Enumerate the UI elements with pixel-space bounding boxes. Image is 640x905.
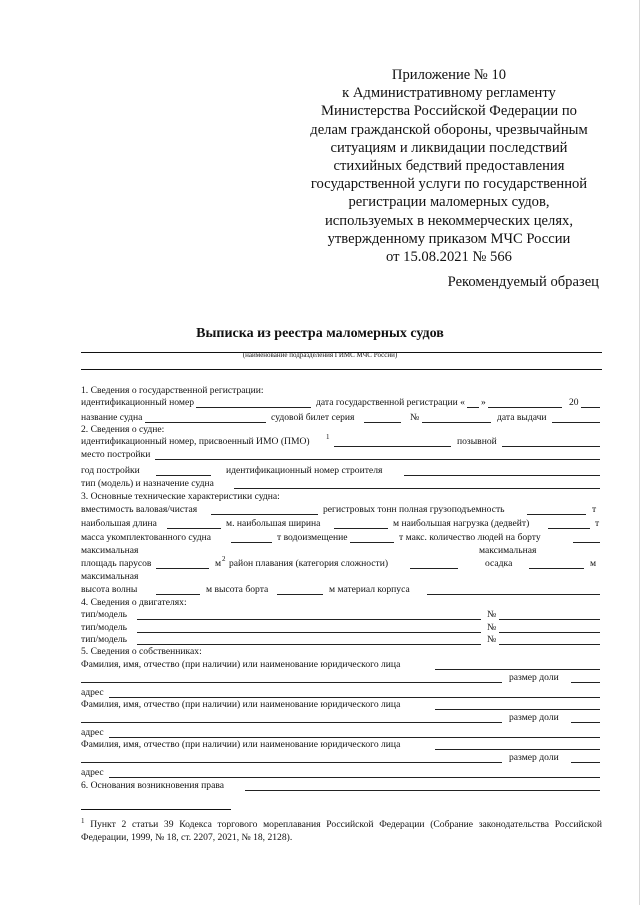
footnote-text: Пункт 2 статьи 39 Кодекса торгового мореплавания Российской Федерации (Собрание законодательства Российской Федерации, 1999, № 18, ст. 2207, 2021, № 18, 2128). xyxy=(81,819,602,844)
field-label: название судна xyxy=(81,412,143,423)
field-label: адрес xyxy=(81,767,104,778)
field-label: м материал корпуса xyxy=(329,584,410,595)
form-line xyxy=(81,517,602,530)
field-label: 5. Сведения о собственниках: xyxy=(81,646,202,657)
field-label: судовой билет серия xyxy=(271,412,355,423)
fill-in-blank[interactable] xyxy=(167,528,221,529)
appendix-line: Министерства Российской Федерации по xyxy=(321,103,577,120)
form-line xyxy=(81,396,602,409)
appendix-line: от 15.08.2021 № 566 xyxy=(386,249,512,266)
fill-in-blank[interactable] xyxy=(571,682,600,683)
field-label: № xyxy=(487,609,497,620)
field-label: высота волны xyxy=(81,584,138,595)
superscript: 2 xyxy=(222,553,228,566)
form-line xyxy=(81,698,602,711)
field-label: м. наибольшая ширина xyxy=(226,518,321,529)
appendix-line: делам гражданской обороны, чрезвычайным xyxy=(310,121,588,138)
field-label: тип/модель xyxy=(81,634,128,645)
field-label: идентификационный номер строителя xyxy=(226,465,383,476)
superscript: 1 xyxy=(326,431,332,444)
fill-in-blank[interactable] xyxy=(231,542,272,543)
form-line xyxy=(81,490,602,503)
field-label: 20 xyxy=(569,397,579,408)
form-line xyxy=(81,671,602,684)
form-line xyxy=(81,464,602,477)
form-line xyxy=(81,766,602,779)
field-label: масса укомплектованного судна xyxy=(81,532,212,543)
form-line xyxy=(81,544,602,557)
form-line xyxy=(81,583,602,596)
fill-in-blank[interactable] xyxy=(580,407,600,408)
fill-in-blank[interactable] xyxy=(155,459,600,460)
field-label: максимальная xyxy=(81,545,139,556)
field-label: адрес xyxy=(81,727,104,738)
form-line xyxy=(81,503,602,516)
appendix-line: к Административному регламенту xyxy=(342,85,556,102)
field-label: максимальная xyxy=(81,571,139,582)
form-line xyxy=(81,658,602,671)
fill-in-blank[interactable] xyxy=(435,709,600,710)
field-label: максимальная xyxy=(479,545,537,556)
fill-in-blank[interactable] xyxy=(81,762,502,763)
field-label: 1. Сведения о государственной регистрации: xyxy=(81,385,264,396)
field-label: № xyxy=(487,634,497,645)
form-line xyxy=(81,779,602,792)
appendix-line: регистрации маломерных судов, xyxy=(348,194,550,211)
subunit-caption: (наименование подразделения ГИМС МЧС России) xyxy=(242,351,398,359)
field-label: 3. Основные технические характеристики судна: xyxy=(81,491,280,502)
fill-in-blank[interactable] xyxy=(349,542,394,543)
field-label: № xyxy=(487,622,497,633)
fill-in-blank[interactable] xyxy=(499,619,600,620)
field-label: 6. Основания возникновения права xyxy=(81,780,225,791)
field-label: адрес xyxy=(81,687,104,698)
field-label: размер доли xyxy=(509,712,559,723)
fill-in-blank[interactable] xyxy=(234,488,600,489)
field-label: год постройки xyxy=(81,465,140,476)
appendix-line: Приложение № 10 xyxy=(391,67,507,83)
form-line xyxy=(81,608,602,621)
appendix-line: утвержденному приказом МЧС России xyxy=(327,230,571,247)
fill-in-blank[interactable] xyxy=(435,669,600,670)
field-label: т макс. количество людей на борту xyxy=(399,532,541,543)
appendix-line: стихийных бедствий предоставления xyxy=(333,158,565,175)
form-line xyxy=(81,531,602,544)
form-line xyxy=(81,751,602,764)
fill-in-blank[interactable] xyxy=(573,542,600,543)
field-label: наибольшая длина xyxy=(81,518,157,529)
field-label: м наибольшая нагрузка (дедвейт) xyxy=(393,518,530,529)
fill-in-blank[interactable] xyxy=(81,722,502,723)
fill-in-blank[interactable] xyxy=(410,568,458,569)
field-label: 2. Сведения о судне: xyxy=(81,424,165,435)
field-label: тип/модель xyxy=(81,622,128,633)
field-label: размер доли xyxy=(509,672,559,683)
fill-in-blank[interactable] xyxy=(334,528,388,529)
form-line xyxy=(81,435,602,448)
footnote-marker: 1 xyxy=(81,817,85,825)
field-label: Фамилия, имя, отчество (при наличии) или наименование юридического лица xyxy=(81,659,401,670)
fill-in-blank[interactable] xyxy=(548,528,590,529)
fill-in-blank[interactable] xyxy=(502,446,600,447)
field-label: т водоизмещение xyxy=(277,532,348,543)
field-label: район плавания (категория сложности) xyxy=(229,558,389,569)
fill-in-blank[interactable] xyxy=(334,446,451,447)
fill-in-blank[interactable] xyxy=(109,777,600,778)
fill-in-blank[interactable] xyxy=(137,619,481,620)
field-label: тип/модель xyxy=(81,609,128,620)
footnote-rule xyxy=(81,809,231,810)
fill-in-blank[interactable] xyxy=(487,407,562,408)
field-label: регистровых тонн полная грузоподъемность xyxy=(323,504,505,515)
field-label: тип (модель) и назначение судна xyxy=(81,478,214,489)
fill-in-blank[interactable] xyxy=(186,407,311,408)
field-label: м xyxy=(215,558,222,569)
appendix-header xyxy=(299,66,599,266)
fill-in-blank[interactable] xyxy=(435,749,600,750)
fill-in-blank[interactable] xyxy=(245,790,600,791)
form-line xyxy=(81,738,602,751)
field-label: дата государственной регистрации « xyxy=(316,397,465,408)
fill-in-blank[interactable] xyxy=(81,682,502,683)
header-separator-line xyxy=(81,369,602,370)
fill-in-blank[interactable] xyxy=(571,722,600,723)
fill-in-blank[interactable] xyxy=(211,514,318,515)
field-label: позывной xyxy=(457,436,497,447)
fill-in-blank[interactable] xyxy=(277,594,323,595)
appendix-line: ситуациям и ликвидации последствий xyxy=(330,139,568,156)
appendix-line: государственной услуги по государственной xyxy=(310,176,588,193)
recommended-sample-label: Рекомендуемый образец xyxy=(447,274,599,290)
field-label: дата выдачи xyxy=(497,412,547,423)
form-line xyxy=(81,645,602,658)
field-label: Фамилия, имя, отчество (при наличии) или наименование юридического лица xyxy=(81,699,401,710)
form-line xyxy=(81,570,602,583)
field-label: идентификационный номер, присвоенный ИМО (ПМО) xyxy=(81,436,310,447)
field-label: № xyxy=(410,412,420,423)
fill-in-blank[interactable] xyxy=(404,475,600,476)
fill-in-blank[interactable] xyxy=(529,568,584,569)
document-title: Выписка из реестра маломерных судов xyxy=(196,326,444,341)
fill-in-blank[interactable] xyxy=(527,514,586,515)
field-label: осадка xyxy=(485,558,513,569)
field-label: место постройки xyxy=(81,449,151,460)
fill-in-blank[interactable] xyxy=(156,475,211,476)
field-label: размер доли xyxy=(509,752,559,763)
field-label: м xyxy=(590,558,597,569)
fill-in-blank[interactable] xyxy=(156,568,209,569)
field-label: идентификационный номер xyxy=(81,397,195,408)
fill-in-blank[interactable] xyxy=(156,594,200,595)
field-label: площадь парусов xyxy=(81,558,152,569)
field-label: вместимость валовая/чистая xyxy=(81,504,198,515)
field-label: т xyxy=(595,518,600,529)
footnote xyxy=(81,815,602,844)
form-line xyxy=(81,711,602,724)
fill-in-blank[interactable] xyxy=(427,594,600,595)
field-label: Фамилия, имя, отчество (при наличии) или наименование юридического лица xyxy=(81,739,401,750)
field-label: м высота борта xyxy=(206,584,269,595)
fill-in-blank[interactable] xyxy=(571,762,600,763)
field-label: т xyxy=(592,504,597,515)
form-line xyxy=(81,477,602,490)
appendix-line: используемых в некоммерческих целях, xyxy=(325,212,573,229)
form-line xyxy=(81,448,602,461)
form-line xyxy=(81,557,602,570)
field-label: 4. Сведения о двигателях: xyxy=(81,597,187,608)
field-label: » xyxy=(481,397,486,408)
